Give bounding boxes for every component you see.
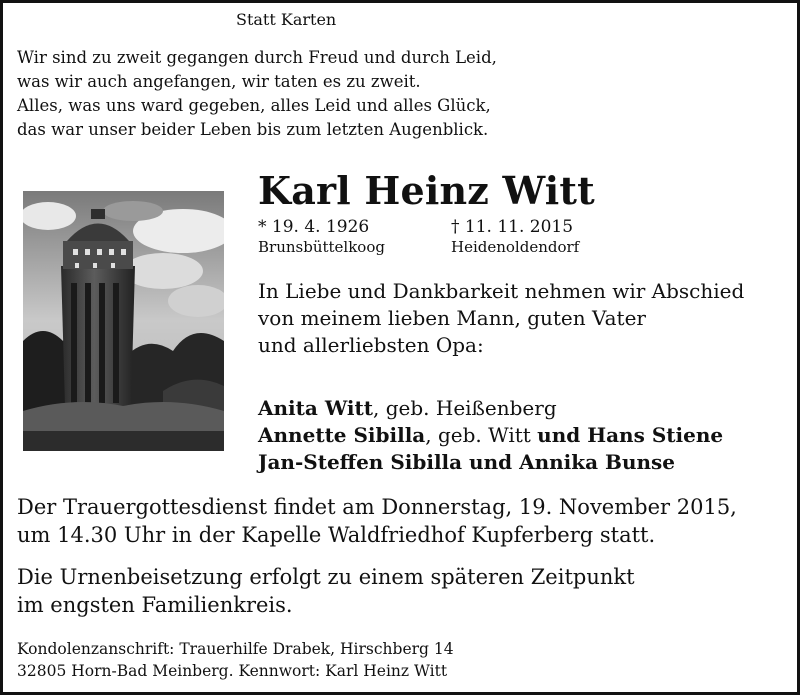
address-line: 32805 Horn-Bad Meinberg. Kennwort: Karl Heinz Witt <box>17 662 448 680</box>
poem <box>17 46 497 142</box>
birth-place: Brunsbüttelkoog <box>258 238 385 256</box>
notice-header: Statt Karten <box>236 10 337 29</box>
mourner-name: Anita Witt <box>258 396 373 420</box>
mourners-list <box>258 395 723 476</box>
urn-burial-info <box>17 563 635 619</box>
mourner-line <box>258 422 723 449</box>
poem-line: das war unser beider Leben bis zum letzten Augenblick. <box>17 120 489 139</box>
mourner-line <box>258 449 723 476</box>
service-line: um 14.30 Uhr in der Kapelle Waldfriedhof Kupferberg statt. <box>17 523 656 547</box>
poem-line: Wir sind zu zweit gegangen durch Freud und durch Leid, <box>17 48 497 67</box>
mourner-name: und Hans Stiene <box>537 423 724 447</box>
birth-date: * 19. 4. 1926 <box>258 217 370 237</box>
address-line: Kondolenzanschrift: Trauerhilfe Drabek, Hirschberg 14 <box>17 640 454 658</box>
farewell-line: und allerliebsten Opa: <box>258 333 484 357</box>
farewell-line: In Liebe und Dankbarkeit nehmen wir Abschied <box>258 279 745 303</box>
urn-line: Die Urnenbeisetzung erfolgt zu einem späteren Zeitpunkt <box>17 565 635 589</box>
condolence-address <box>17 638 454 682</box>
mourner-detail: , geb. Heißenberg <box>373 396 557 420</box>
farewell-line: von meinem lieben Mann, guten Vater <box>258 306 646 330</box>
service-info <box>17 493 737 549</box>
mourner-name: Jan-Steffen Sibilla und Annika Bunse <box>258 450 676 474</box>
urn-line: im engsten Familienkreis. <box>17 593 293 617</box>
poem-line: Alles, was uns ward gegeben, alles Leid und alles Glück, <box>17 96 491 115</box>
mourner-name: Annette Sibilla <box>258 423 426 447</box>
deceased-name: Karl Heinz Witt <box>258 168 595 213</box>
poem-line: was wir auch angefangen, wir taten es zu zweit. <box>17 72 421 91</box>
death-date: † 11. 11. 2015 <box>451 217 574 237</box>
mourner-detail: , geb. Witt <box>425 423 538 447</box>
service-line: Der Trauergottesdienst findet am Donnerstag, 19. November 2015, <box>17 495 737 519</box>
mourner-line <box>258 395 723 422</box>
water-tower-photo <box>23 191 224 451</box>
death-place: Heidenoldendorf <box>451 238 580 256</box>
farewell-text <box>258 278 744 359</box>
